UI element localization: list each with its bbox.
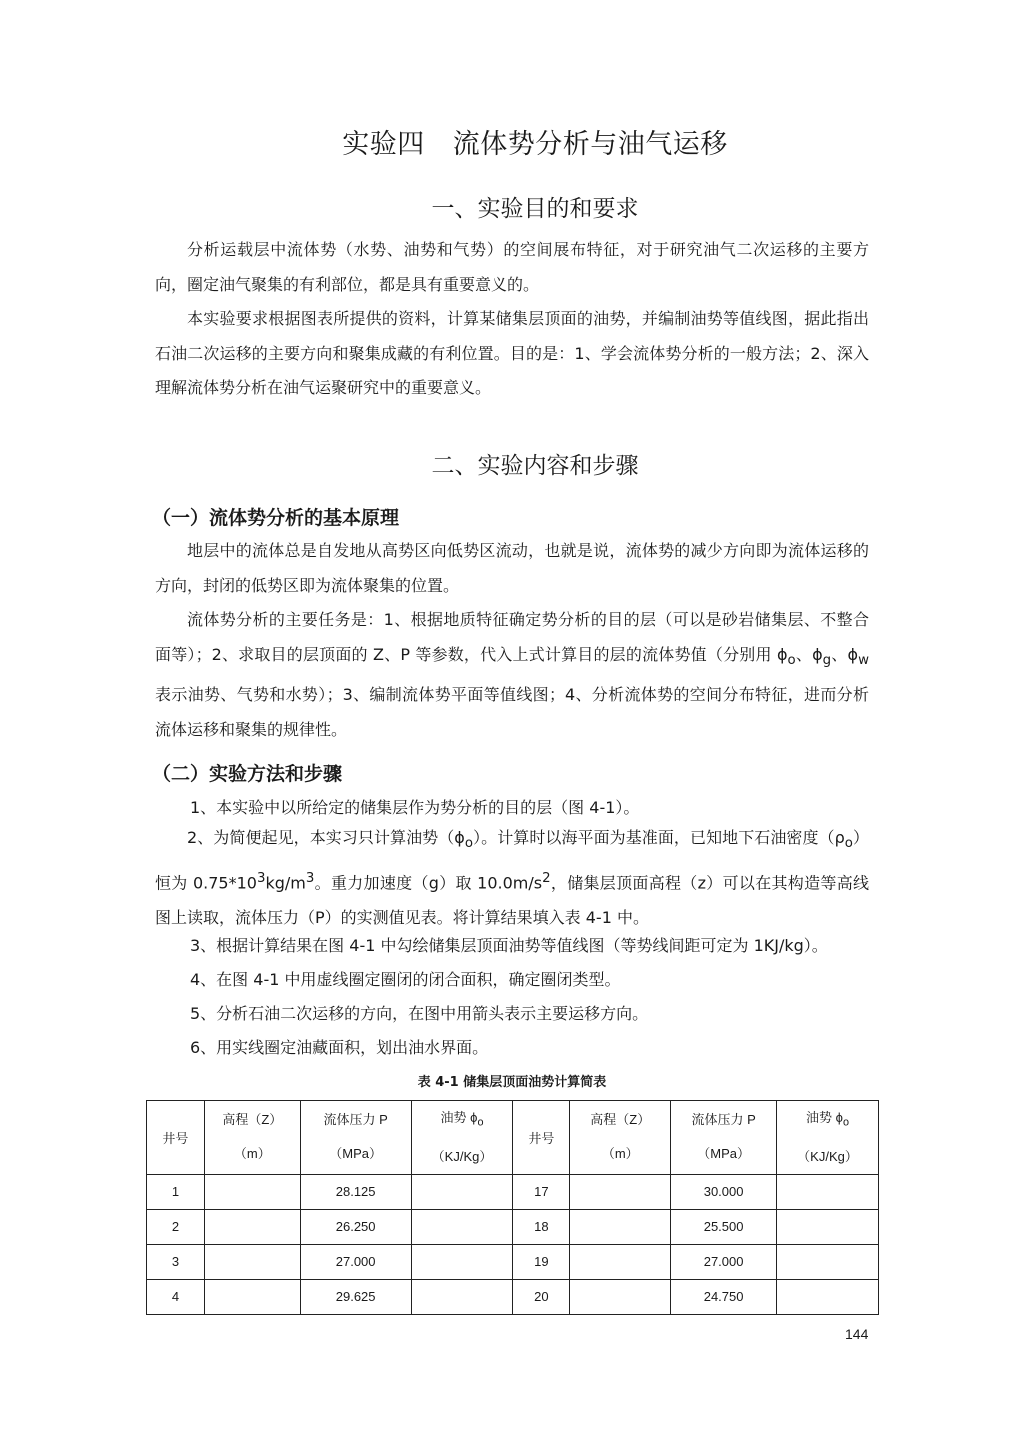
header-elevation xyxy=(204,1101,300,1175)
section-2-heading: 二、实验内容和步骤 xyxy=(431,453,639,479)
oil-potential-table xyxy=(146,1100,879,1315)
header-pressure-unit: （MPa） xyxy=(697,1146,750,1162)
separator: 、 xyxy=(831,644,848,664)
cell-well: 17 xyxy=(513,1174,570,1209)
header-oil-potential-label: 油势 $\phi_o$ xyxy=(440,1110,484,1129)
header-oil-potential-unit: （KJ/Kg） xyxy=(431,1148,493,1164)
subscript-w: w xyxy=(858,652,869,668)
section-1-paragraph-1: 分析运载层中流体势（水势、油势和气势）的空间展布特征，对于研究油气二次运移的主要方向，圈定油气聚集的有利部位，都是具有重要意义的。 xyxy=(155,240,869,294)
header-well-number: 井号 xyxy=(513,1101,570,1175)
cell-oil-potential xyxy=(777,1244,879,1279)
cell-pressure: 27.000 xyxy=(300,1244,411,1279)
cell-well: 19 xyxy=(513,1244,570,1279)
cell-well: 4 xyxy=(147,1279,205,1314)
step-2 xyxy=(155,821,869,935)
cell-elevation xyxy=(570,1174,671,1209)
subscript-o: o xyxy=(787,652,796,668)
step-2-text-f: ，储集层顶面高程（z）可以在其构造等高线图上读取，流体压力（P）的实测值见表。将计算结果填入表 4-1 中。 xyxy=(155,873,869,927)
paragraph-text-b: 表示油势、气势和水势）；3、编制流体势平面等值线图；4、分析流体势的空间分布特征，进而分析流体运移和聚集的规律性。 xyxy=(155,685,869,739)
phi-symbol: ϕ xyxy=(847,644,859,664)
section-1-heading: 一、实验目的和要求 xyxy=(431,196,639,222)
cell-pressure: 29.625 xyxy=(300,1279,411,1314)
paragraph-text-a: 流体势分析的主要任务是：1、根据地质特征确定势分析的目的层（可以是砂岩储集层、不整合面等）；2、求取目的层顶面的 Z、P 等参数，代入上式计算目的层的流体势值（分别用 xyxy=(155,610,869,664)
header-well-number: 井号 xyxy=(147,1101,205,1175)
subscript-g: g xyxy=(822,652,832,668)
header-elevation-label: 高程（Z） xyxy=(222,1112,283,1128)
table-row xyxy=(147,1174,879,1209)
cell-oil-potential xyxy=(777,1279,879,1314)
cell-well: 1 xyxy=(147,1174,205,1209)
cell-pressure: 28.125 xyxy=(300,1174,411,1209)
subsection-1-heading: （一）流体势分析的基本原理 xyxy=(152,507,400,529)
header-oil-potential-unit: （KJ/Kg） xyxy=(797,1148,858,1164)
step-3: 3、根据计算结果在图 4-1 中勾绘储集层顶面油势等值线图（等势线间距可定为 1KJ/kg）。 xyxy=(190,936,828,955)
table-caption: 表 4-1 储集层顶面油势计算简表 xyxy=(417,1075,607,1090)
step-2-text-b: ）。计算时以海平面为基准面，已知地下石油密度（ xyxy=(473,828,835,847)
subsection-1-paragraph-2 xyxy=(155,603,869,747)
cell-elevation xyxy=(204,1209,300,1244)
cell-oil-potential xyxy=(411,1279,513,1314)
header-oil-potential xyxy=(411,1101,513,1175)
title-part-2: 流体势分析与油气运移 xyxy=(452,129,728,160)
cell-well: 18 xyxy=(513,1209,570,1244)
table-row xyxy=(147,1209,879,1244)
cell-oil-potential xyxy=(411,1244,513,1279)
header-elevation xyxy=(570,1101,671,1175)
header-oil-potential-label: 油势 $\phi_o$ xyxy=(806,1110,849,1129)
step-4: 4、在图 4-1 中用虚线圈定圈闭的闭合面积，确定圈闭类型。 xyxy=(190,970,621,989)
cell-well: 2 xyxy=(147,1209,205,1244)
header-elevation-unit: （m） xyxy=(233,1146,271,1162)
step-2-text-d: kg/m xyxy=(265,873,306,893)
superscript-3: 3 xyxy=(256,870,266,886)
step-1: 1、本实验中以所给定的储集层作为势分析的目的层（图 4-1）。 xyxy=(190,798,640,817)
superscript-3: 3 xyxy=(305,870,315,886)
cell-oil-potential xyxy=(411,1174,513,1209)
cell-pressure: 24.750 xyxy=(671,1279,777,1314)
subscript-o: o xyxy=(464,836,474,852)
step-6: 6、用实线圈定油藏面积，划出油水界面。 xyxy=(190,1038,489,1057)
page-number: 144 xyxy=(845,1326,869,1342)
cell-elevation xyxy=(204,1244,300,1279)
cell-oil-potential xyxy=(777,1209,879,1244)
cell-oil-potential xyxy=(411,1209,513,1244)
cell-well: 20 xyxy=(513,1279,570,1314)
header-elevation-unit: （m） xyxy=(601,1146,639,1162)
header-pressure-unit: （MPa） xyxy=(329,1146,382,1162)
table-row xyxy=(147,1244,879,1279)
section-1-paragraph-2: 本实验要求根据图表所提供的资料，计算某储集层顶面的油势，并编制油势等值线图，据此指出石油二次运移的主要方向和聚集成藏的有利位置。目的是：1、学会流体势分析的一般方法；2、深入理解流体势分析在油气运聚研究中的重要意义。 xyxy=(155,309,869,397)
rho-symbol: ρ xyxy=(834,828,845,847)
cell-pressure: 25.500 xyxy=(671,1209,777,1244)
page-title xyxy=(0,122,1024,161)
step-2-text-a: 2、为简便起见，本实习只计算油势（ xyxy=(187,828,455,847)
cell-elevation xyxy=(570,1244,671,1279)
cell-oil-potential xyxy=(777,1174,879,1209)
step-5: 5、分析石油二次运移的方向，在图中用箭头表示主要运移方向。 xyxy=(190,1004,649,1023)
phi-symbol: ϕ xyxy=(776,644,788,664)
phi-symbol: ϕ xyxy=(812,644,823,664)
subsection-1-paragraph-1: 地层中的流体总是自发地从高势区向低势区流动，也就是说，流体势的减少方向即为流体运移的方向，封闭的低势区即为流体聚集的位置。 xyxy=(155,541,869,595)
header-elevation-label: 高程（Z） xyxy=(590,1112,651,1128)
cell-elevation xyxy=(204,1174,300,1209)
subscript-o: o xyxy=(844,836,853,852)
cell-pressure: 27.000 xyxy=(671,1244,777,1279)
cell-elevation xyxy=(570,1209,671,1244)
title-part-1: 实验四 xyxy=(342,129,425,160)
step-2-text-c: ）恒为 0.75*10 xyxy=(155,828,869,893)
subsection-2-heading: （二）实验方法和步骤 xyxy=(152,763,343,785)
cell-elevation xyxy=(204,1279,300,1314)
cell-pressure: 30.000 xyxy=(671,1174,777,1209)
header-oil-potential xyxy=(777,1101,879,1175)
step-2-text-e: 。重力加速度（g）取 10.0m/s xyxy=(314,873,543,893)
superscript-2: 2 xyxy=(542,870,551,886)
header-pressure-label: 流体压力 P xyxy=(323,1112,388,1128)
cell-elevation xyxy=(570,1279,671,1314)
header-pressure xyxy=(671,1101,777,1175)
table-row xyxy=(147,1279,879,1314)
table-header-row xyxy=(147,1101,879,1175)
phi-symbol: ϕ xyxy=(454,828,465,847)
separator: 、 xyxy=(795,644,813,664)
cell-well: 3 xyxy=(147,1244,205,1279)
header-pressure-label: 流体压力 P xyxy=(691,1112,756,1128)
cell-pressure: 26.250 xyxy=(300,1209,411,1244)
header-pressure xyxy=(300,1101,411,1175)
